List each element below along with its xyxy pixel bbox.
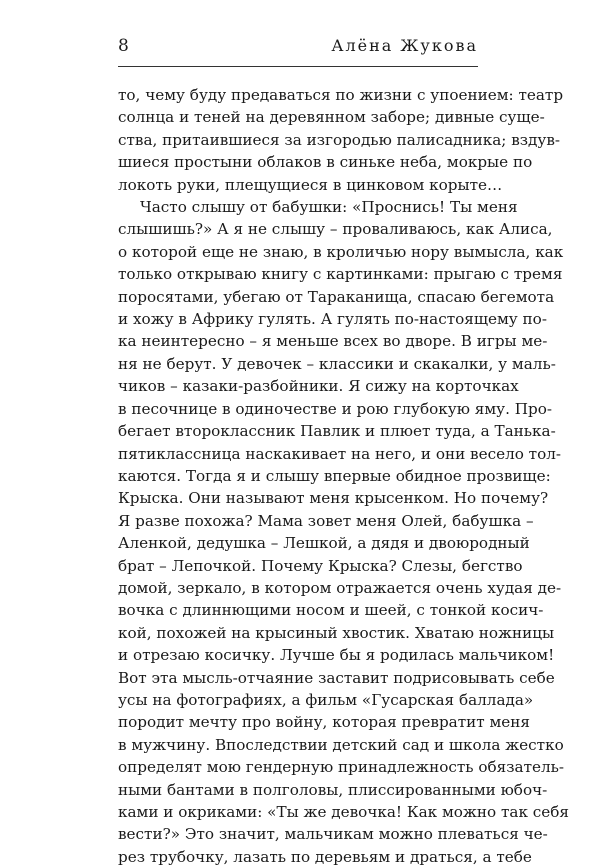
text-line: рез трубочку, лазать по деревьям и драться, а тебе — [118, 847, 532, 866]
paragraph — [118, 196, 569, 868]
running-header — [118, 36, 478, 64]
text-line: усы на фотографиях, а фильм «Гусарская баллада» — [118, 690, 534, 709]
text-line: Аленкой, дедушка – Лешкой, а дядя и двоюродный — [118, 534, 530, 553]
text-line: и хожу в Африку гулять. А гулять по-настоящему по- — [118, 310, 547, 329]
text-line: в песочнице в одиночестве и рою глубокую яму. Про- — [118, 399, 552, 418]
text-line: чиков – казаки-разбойники. Я сижу на корточках — [118, 377, 519, 396]
text-line: то, чему буду предаваться по жизни с упоением: театр — [118, 86, 564, 104]
text-line: Я разве похожа? Мама зовет меня Олей, бабушка – — [118, 511, 534, 530]
text-line: вочка с длиннющими носом и шеей, с тонкой косич- — [118, 601, 544, 620]
text-line: шиеся простыни облаков в синьке неба, мокрые по — [118, 153, 533, 172]
text-line: слышишь?» А я не слышу – проваливаюсь, как Алиса, — [118, 220, 553, 239]
text-line: в мужчину. Впоследствии детский сад и школа жестко — [118, 735, 564, 754]
text-line: ства, притаившиеся за изгородью палисадника; вздув- — [118, 130, 561, 149]
running-title-author: Алёна Жукова — [331, 36, 478, 55]
text-line: Часто слышу от бабушки: «Проснись! Ты меня — [140, 198, 518, 217]
text-line: только открываю книгу с картинками: прыгаю с тремя — [118, 265, 563, 284]
text-line: локоть руки, плещущиеся в цинковом корыте… — [118, 175, 503, 194]
text-line: домой, зеркало, в котором отражается очень худая де- — [118, 578, 562, 597]
text-line: породит мечту про войну, которая превратит меня — [118, 713, 530, 732]
text-line: ными бантами в полголовы, плиссированными юбоч- — [118, 780, 548, 799]
page-number: 8 — [118, 36, 130, 56]
text-line: поросятами, убегаю от Тараканища, спасаю бегемота — [118, 287, 555, 306]
text-line: Крыска. Они называют меня крысенком. Но почему? — [118, 489, 549, 508]
text-line: Вот эта мысль-отчаяние заставит подрисовывать себе — [118, 668, 555, 687]
body-text — [118, 84, 569, 868]
text-line: бегает второклассник Павлик и плюет туда, а Танька- — [118, 422, 556, 441]
text-line: определят мою гендерную принадлежность обязатель- — [118, 758, 565, 777]
text-line: брат – Лепочкой. Почему Крыска? Слезы, бегство — [118, 556, 523, 575]
text-line: ками и окриками: «Ты же девочка! Как можно так себя — [118, 803, 569, 821]
text-line: солнца и теней на деревянном заборе; дивные суще- — [118, 108, 545, 127]
text-line: и отрезаю косичку. Лучше бы я родилась мальчиком! — [118, 646, 555, 665]
text-line: кой, похожей на крысиный хвостик. Хватаю ножницы — [118, 623, 555, 642]
text-line: ка неинтересно – я меньше всех во дворе. В игры ме- — [118, 332, 548, 351]
header-rule — [118, 66, 478, 67]
text-line: пятиклассница наскакивает на него, и они весело тол- — [118, 444, 562, 463]
text-line: о которой еще не знаю, в кроличью нору вымысла, как — [118, 242, 564, 261]
paragraph — [118, 84, 564, 196]
text-line: вести?» Это значит, мальчикам можно плеваться че- — [118, 825, 548, 844]
text-line: ня не берут. У девочек – классики и скакалки, у маль- — [118, 354, 556, 373]
text-line: каются. Тогда я и слышу впервые обидное прозвище: — [118, 466, 551, 485]
